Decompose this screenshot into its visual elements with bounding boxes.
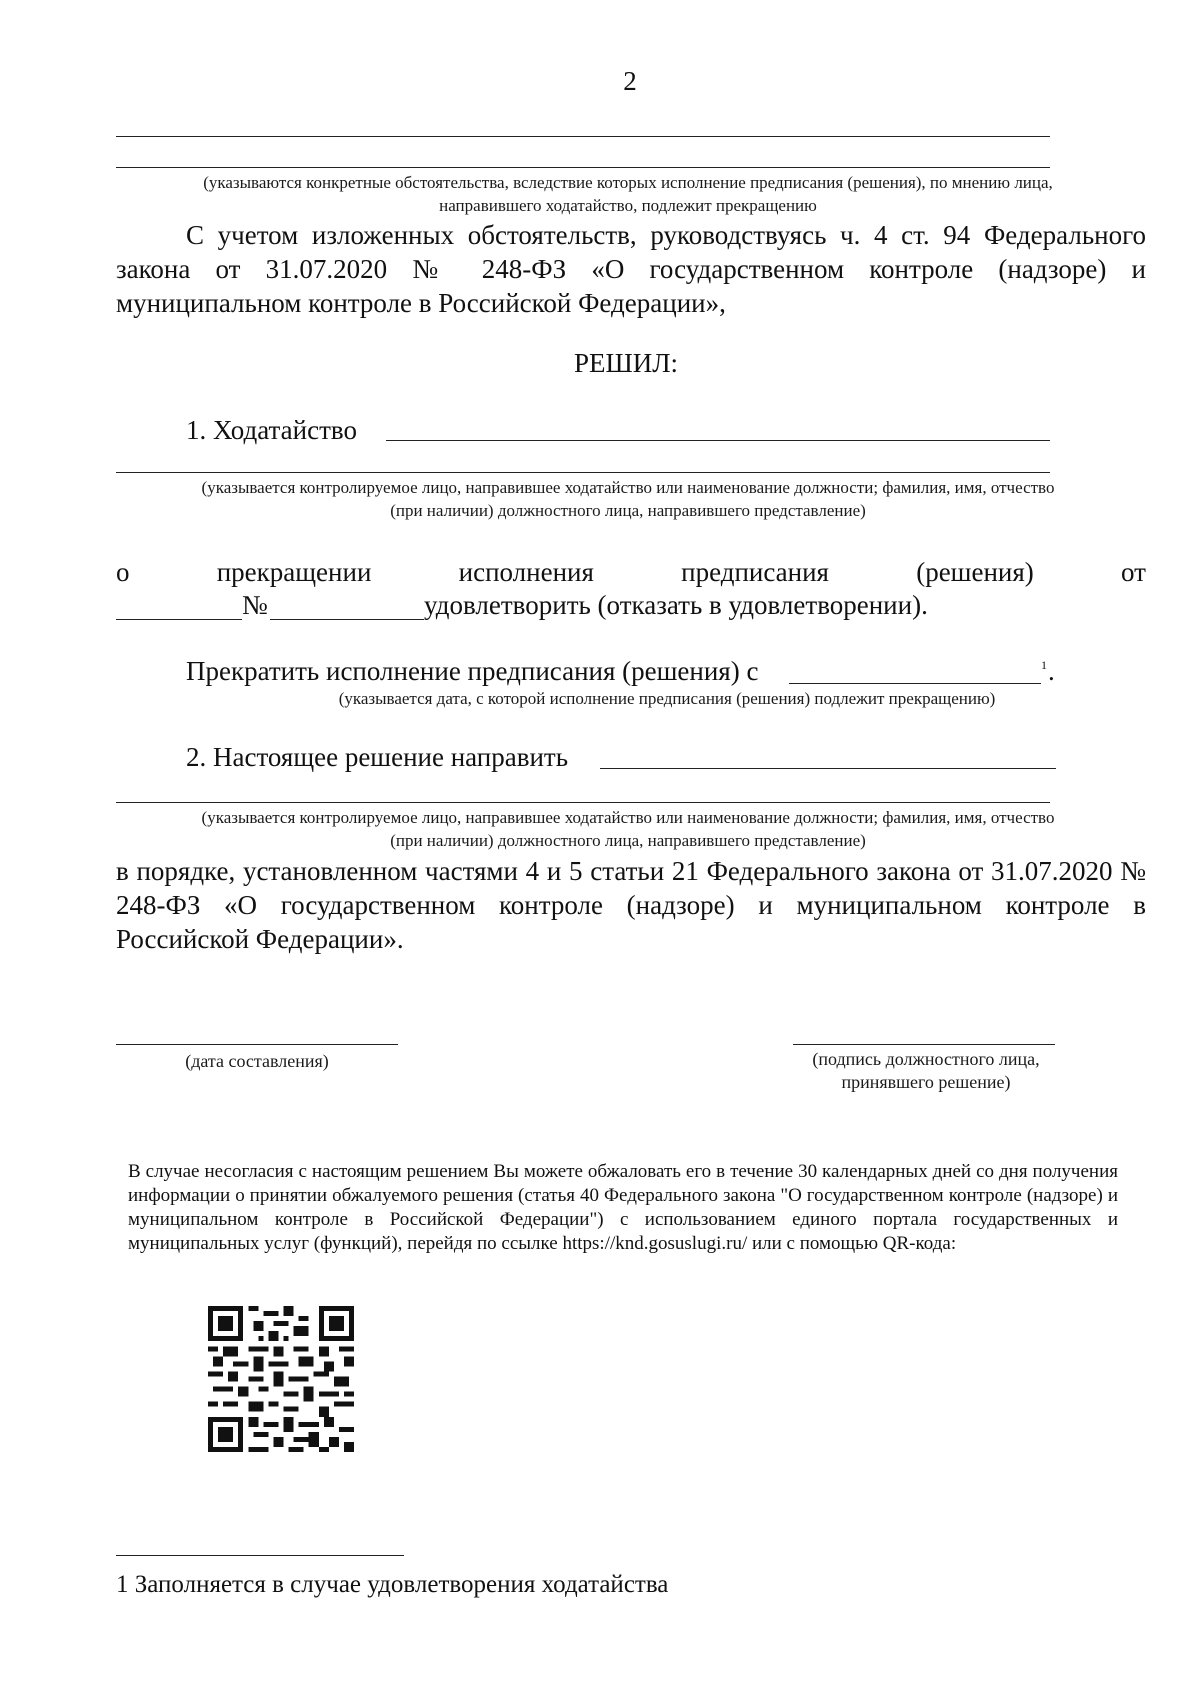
blank-line <box>116 619 242 620</box>
word: прекращении <box>216 557 372 587</box>
footnote-mark: 1 <box>1041 658 1047 672</box>
word: предписания <box>681 557 829 587</box>
date-line <box>116 1044 398 1045</box>
blank-line <box>116 472 1050 473</box>
intro-paragraph: С учетом изложенных обстоятельств, руководствуясь ч. 4 ст. 94 Федерального закона от 31.07.2020 № 248-ФЗ «О государственном контроле (надзоре) и муниципальном контроле в Российской Федерации», <box>116 220 1146 318</box>
blank-line <box>116 802 1050 803</box>
word: от <box>1121 557 1146 587</box>
caption-top-line2: направившего ходатайство, подлежит прекращению <box>439 196 817 215</box>
signature-line <box>793 1044 1055 1045</box>
terminate-text: Прекратить исполнение предписания (решения) с <box>186 656 759 686</box>
word: исполнения <box>458 557 594 587</box>
signature-caption-line1: (подпись должностного лица, <box>812 1049 1040 1069</box>
caption-item1-line1: (указывается контролируемое лицо, направившее ходатайство или наименование должности; фамилия, имя, отчество <box>201 478 1055 497</box>
decision-heading: РЕШИЛ: <box>574 348 679 378</box>
caption-item1-line2: (при наличии) должностного лица, направившего представление) <box>390 501 866 520</box>
signature-caption-line2: принявшего решение) <box>841 1072 1011 1092</box>
blank-line <box>789 683 1041 684</box>
footnote-separator <box>116 1555 404 1556</box>
item1-label: 1. Ходатайство <box>186 415 357 445</box>
caption-item2-line2: (при наличии) должностного лица, направившего представление) <box>390 831 866 850</box>
word: (решения) <box>916 557 1034 587</box>
caption-terminate: (указывается дата, с которой исполнение предписания (решения) подлежит прекращению) <box>338 689 996 708</box>
terminate-end: . <box>1048 656 1055 686</box>
date-caption: (дата составления) <box>185 1051 329 1071</box>
blank-line <box>116 136 1050 137</box>
item1-row2-text: удовлетворить (отказать в удовлетворении). <box>424 590 928 620</box>
caption-item2-line1: (указывается контролируемое лицо, направившее ходатайство или наименование должности; фамилия, имя, отчество <box>201 808 1055 827</box>
blank-line <box>600 768 1056 769</box>
item2-paragraph: в порядке, установленном частями 4 и 5 статьи 21 Федерального закона от 31.07.2020 № 248-ФЗ «О государственном контроле (надзоре) и муниципальном контроле в Российской Федерации». <box>116 856 1146 954</box>
appeal-paragraph: В случае несогласия с настоящим решением Вы можете обжаловать его в течение 30 календарных дней со дня получения информации о принятии обжалуемого решения (статья 40 Федерального закона "О государственном контроле (надзоре) и муниципальном контроле в Российской Федерации") с использованием единого портала государственных и муниципальных услуг (функций), перейдя по ссылке https://knd.gosuslugi.ru/ или с помощью QR-кода: <box>128 1161 1118 1254</box>
blank-line <box>386 440 1050 441</box>
caption-top-line1: (указываются конкретные обстоятельства, вследствие которых исполнение предписания (решения), по мнению лица, <box>203 173 1053 192</box>
word: о <box>116 557 130 587</box>
footnote: 1 Заполняется в случае удовлетворения ходатайства <box>116 1571 669 1598</box>
item1-row1 <box>116 555 1146 589</box>
qr-code-icon[interactable] <box>208 1306 354 1452</box>
page-number: 2 <box>623 66 637 96</box>
number-sign: № <box>242 590 268 620</box>
item2-label: 2. Настоящее решение направить <box>186 742 569 772</box>
blank-line <box>270 619 424 620</box>
blank-line <box>116 167 1050 168</box>
